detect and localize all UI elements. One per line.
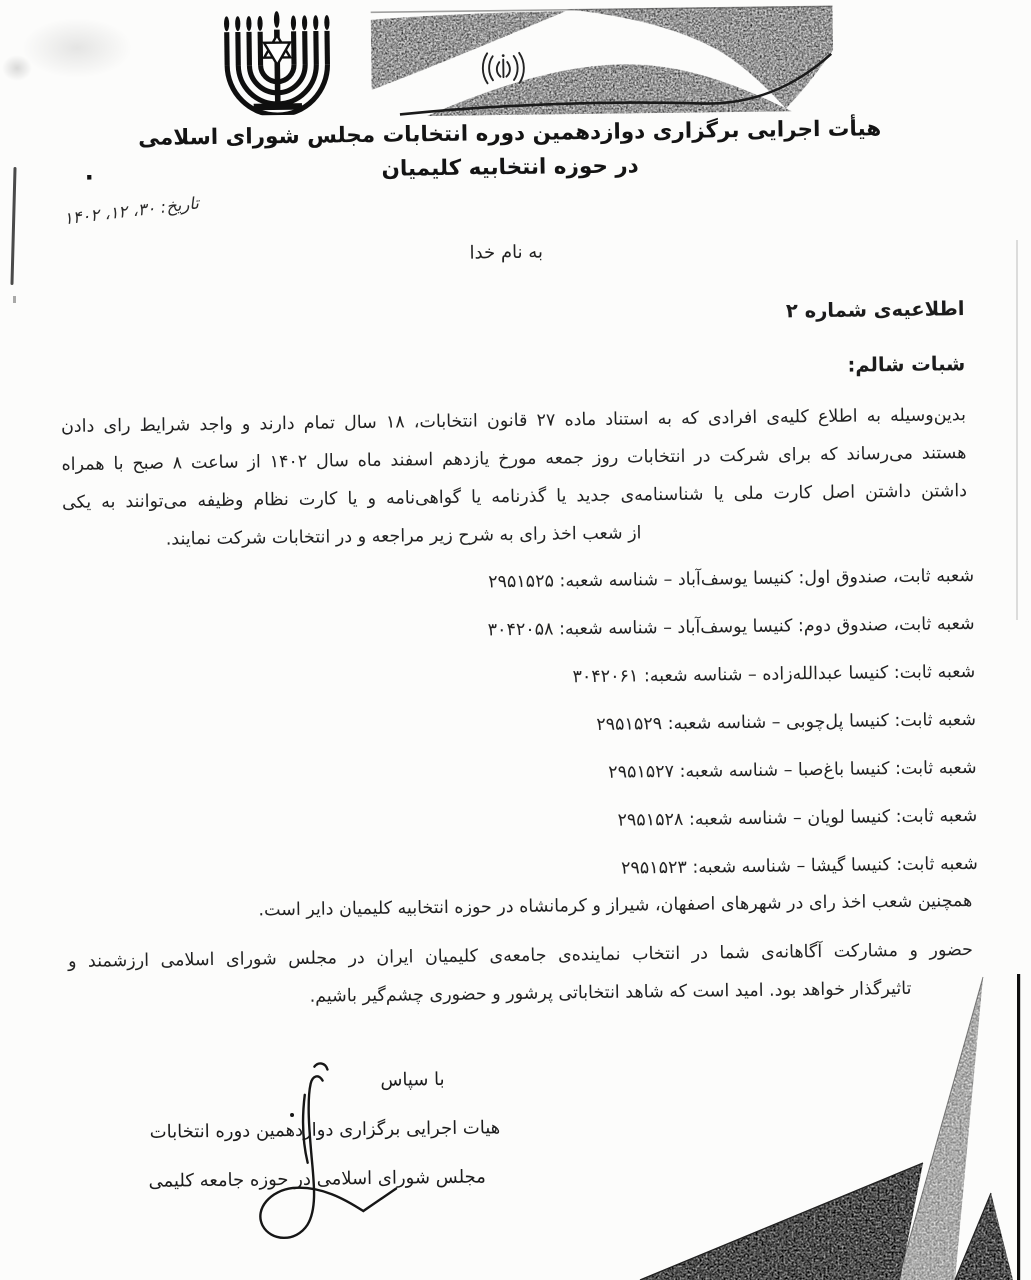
polling-branch-list: [487, 552, 978, 894]
branch-list-item: شعبه ثابت: کنیسا باغ‌صبا – شناسه شعبه: ۲۹۵۱۵۲۷: [608, 757, 977, 783]
signature-thanks: با سپاس: [380, 1068, 445, 1091]
branch-list-item: شعبه ثابت: کنیسا عبدالله‌زاده – شناسه شعبه: ۳۰۴۲۰۶۱: [572, 661, 976, 688]
handwritten-signature-icon: [234, 1057, 417, 1255]
paragraph-line: از شعب اخذ رای به شرح زیر مراجعه و در انتخابات شرکت نمایند.: [165, 523, 642, 550]
scan-edge-line: [1016, 240, 1018, 620]
signature-org-line1: هیات اجرایی برگزاری دوازدهمین دوره انتخابات: [149, 1117, 501, 1143]
shabbat-shalom-greeting: شبات شالم:: [847, 352, 966, 377]
paragraph-line: تاثیرگذار خواهد بود. امید است که شاهد انتخاباتی پرشور و حضوری چشم‌گیر باشیم.: [309, 978, 912, 1007]
main-paragraph: [61, 396, 968, 560]
scan-artifact-corner: [600, 950, 1031, 1280]
paragraph-line: همچنین شعب اخذ رای در شهرهای اصفهان، شیراز و کرمانشاه در حوزه انتخابیه کلیمیان دایر است.: [258, 891, 973, 921]
branch-list-item: شعبه ثابت، صندوق اول: کنیسا یوسف‌آباد – شناسه شعبه: ۲۹۵۱۵۲۵: [488, 565, 975, 593]
scan-speck: [13, 296, 16, 303]
branch-list-item: شعبه ثابت: کنیسا لویان – شناسه شعبه: ۲۹۵۱۵۲۸: [617, 805, 978, 831]
paragraph-line: هستند می‌رساند که برای شرکت در انتخابات روز جمعه مورخ یازدهم اسفند ماه سال ۱۴۰۲ از ساعت ۸ صبح با همراه: [61, 443, 967, 475]
branch-list-item: شعبه ثابت: کنیسا پل‌چوبی – شناسه شعبه: ۲۹۵۱۵۲۹: [596, 709, 977, 735]
letterhead-banner: [371, 4, 834, 117]
letterhead-title-line1: هیأت اجرایی برگزاری دوازدهمین دوره انتخابات مجلس شورای اسلامی: [138, 116, 882, 151]
paragraph-line: داشتن داشتن اصل کارت ملی یا شناسنامه‌ی جدید یا گذرنامه یا گواهی‌نامه و یا کارت نظام وظیفه می‌توانند به یکی: [61, 481, 968, 513]
bismillah-line: به نام خدا: [469, 241, 544, 264]
paragraph-line: حضور و مشارکت آگاهانه‌ی شما در انتخاب نماینده‌ی جامعه‌ی کلیمیان ایران در مجلس شورای اسلامی ارزشمند و: [67, 940, 974, 972]
star-of-david-icon: [264, 35, 290, 65]
menorah-icon: [215, 10, 340, 116]
scan-smudge: [22, 18, 132, 78]
letterhead-title-line2: در حوزه انتخابیه کلیمیان: [381, 153, 639, 182]
letterhead-title: [54, 111, 966, 191]
cities-note: [67, 882, 972, 932]
handwritten-date: تاریخ: ۳۰، ۱۲، ۱۴۰۲: [62, 193, 200, 229]
stray-dot-mark: .: [84, 157, 94, 186]
paragraph-line: بدین‌وسیله به اطلاع کلیه‌ی افرادی که به استناد ماده ۲۷ قانون انتخابات، ۱۸ سال تمام دارند و واجد شرایط رای دادن: [60, 405, 967, 437]
scan-smudge: [2, 55, 32, 81]
notice-number-title: اطلاعیه‌ی شماره ۲: [785, 297, 965, 323]
branch-list-item: شعبه ثابت: کنیسا گیشا – شناسه شعبه: ۲۹۵۱۵۲۳: [620, 853, 978, 879]
branch-list-item: شعبه ثابت، صندوق دوم: کنیسا یوسف‌آباد – شناسه شعبه: ۳۰۴۲۰۵۸: [487, 613, 975, 641]
iran-emblem-icon: [483, 53, 524, 84]
signature-org-line2: مجلس شورای اسلامی در حوزه جامعه کلیمی: [148, 1166, 487, 1192]
